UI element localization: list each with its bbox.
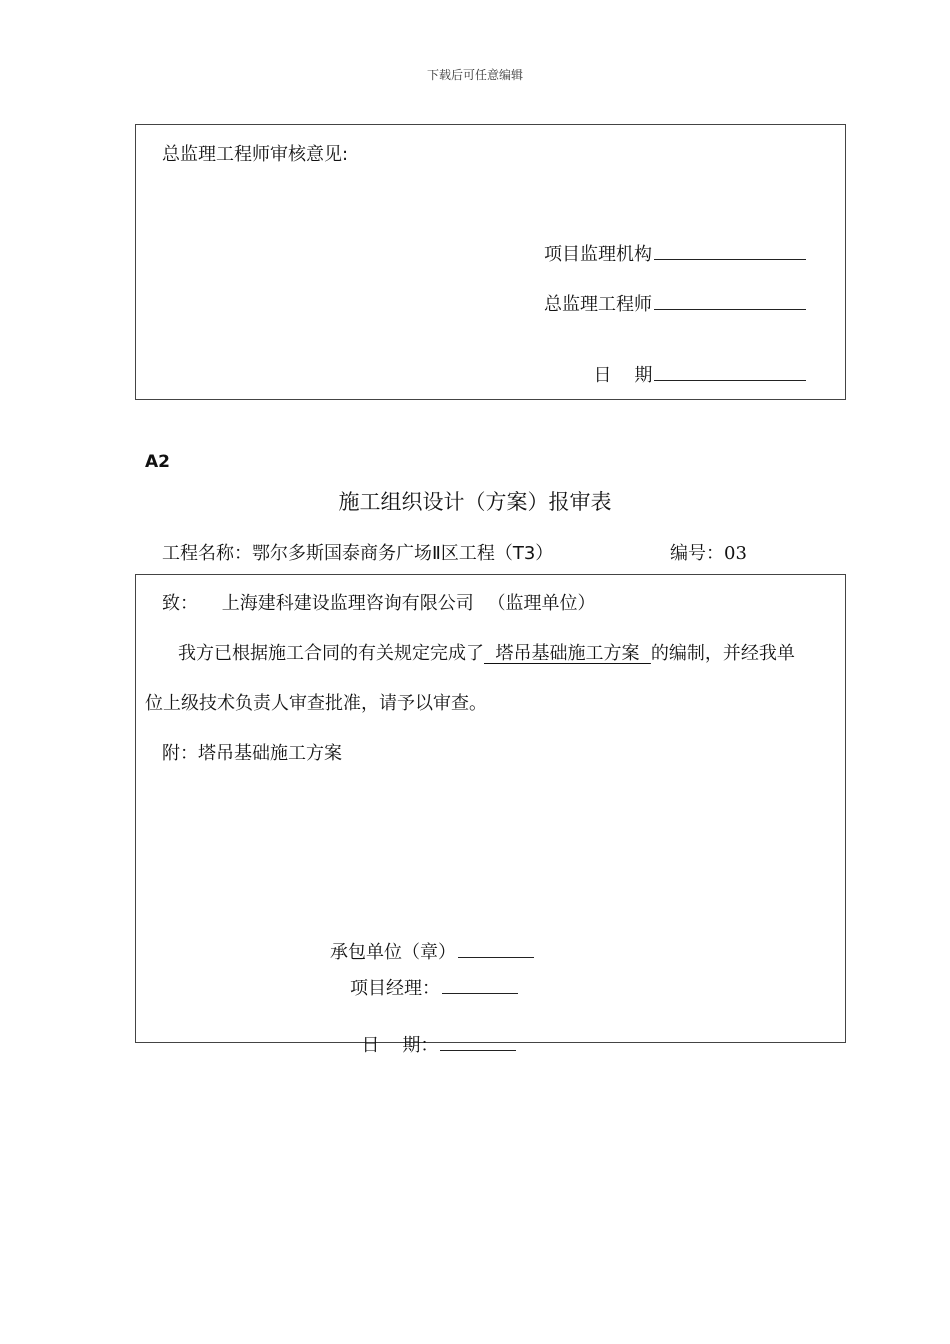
attachment: 附：塔吊基础施工方案 xyxy=(162,743,342,764)
review-date-row xyxy=(582,340,806,387)
project-number-label: 编号： xyxy=(670,543,724,564)
plan-name: 塔吊基础施工方案 xyxy=(484,643,651,664)
submission-date-row xyxy=(350,1010,516,1057)
review-heading: 总监理工程师审核意见: xyxy=(162,144,349,165)
submission-date-blank xyxy=(440,1049,516,1051)
review-org-row xyxy=(544,240,806,266)
paragraph-mid: 的编制，并经我单 xyxy=(650,643,795,664)
manager-label: 项目经理： xyxy=(350,978,440,999)
contractor-blank xyxy=(458,956,534,958)
form-title: 施工组织设计（方案）报审表 xyxy=(338,490,612,514)
page-header-note: 下载后可任意编辑 xyxy=(426,68,523,82)
manager-row xyxy=(350,974,518,1000)
project-number-row xyxy=(670,539,747,565)
to-role: （监理单位） xyxy=(487,593,596,614)
contractor-row xyxy=(330,938,534,964)
to-label: 致： xyxy=(162,593,198,614)
project-name-label: 工程名称： xyxy=(162,543,252,564)
to-company: 上海建科建设监理咨询有限公司 xyxy=(221,593,474,614)
review-engineer-label: 总监理工程师 xyxy=(544,294,652,315)
manager-blank xyxy=(442,992,518,994)
project-name-value: 鄂尔多斯国泰商务广场Ⅱ区工程（T3） xyxy=(252,543,554,564)
review-engineer-blank xyxy=(654,308,806,310)
project-name-row xyxy=(162,539,553,565)
review-org-label: 项目监理机构 xyxy=(544,244,652,265)
to-row xyxy=(162,589,595,615)
contractor-label: 承包单位（章） xyxy=(330,942,456,963)
review-org-blank xyxy=(654,258,806,260)
review-date-blank xyxy=(654,379,806,381)
paragraph-line-1 xyxy=(178,639,795,665)
review-date-label: 日 期 xyxy=(593,365,653,386)
paragraph-line-2: 位上级技术负责人审查批准，请予以审查。 xyxy=(145,693,487,714)
submission-date-label: 日 期： xyxy=(361,1035,439,1056)
form-code: A2 xyxy=(145,452,170,472)
review-engineer-row xyxy=(544,290,806,316)
project-number-value: 03 xyxy=(724,543,747,564)
paragraph-start: 我方已根据施工合同的有关规定完成了 xyxy=(178,643,484,664)
